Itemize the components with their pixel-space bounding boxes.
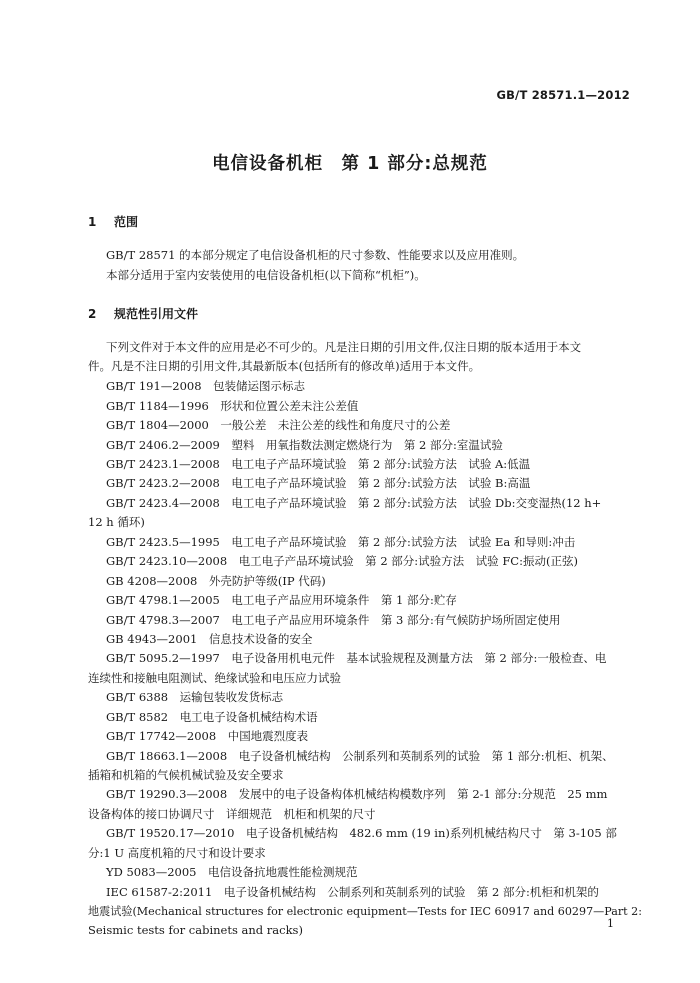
ref-item: GB/T 5095.2—1997 电子设备用机电元件 基本试验规程及测量方法 第 2 部分:一般检查、电 <box>106 651 607 665</box>
page-title: 电信设备机柜 第 1 部分:总规范 <box>212 154 488 174</box>
page-number: 1 <box>607 917 614 930</box>
ref-item: GB/T 2406.2—2009 塑料 用氧指数法测定燃烧行为 第 2 部分:室温试验 <box>106 438 503 452</box>
ref-item: GB/T 1804—2000 一般公差 未注公差的线性和角度尺寸的公差 <box>106 418 451 432</box>
ref-item-continuation: 插箱和机箱的气候机械试验及安全要求 <box>88 768 284 782</box>
ref-item-continuation: 分:1 U 高度机箱的尺寸和设计要求 <box>88 846 266 860</box>
ref-item-continuation: Seismic tests for cabinets and racks) <box>88 923 303 937</box>
section-2-title: 规范性引用文件 <box>114 307 199 321</box>
scope-line-1: GB/T 28571 的本部分规定了电信设备机柜的尺寸参数、性能要求以及应用准则。 <box>106 248 525 262</box>
ref-item-continuation: 12 h 循环) <box>88 515 145 529</box>
ref-item: IEC 61587-2:2011 电子设备机械结构 公制系列和英制系列的试验 第 2 部分:机柜和机架的 <box>106 885 599 899</box>
section-1-number: 1 <box>88 215 97 229</box>
ref-item: GB 4208—2008 外壳防护等级(IP 代码) <box>106 574 326 588</box>
section-2-heading <box>88 305 198 322</box>
ref-item: GB 4943—2001 信息技术设备的安全 <box>106 632 313 646</box>
ref-item-continuation: 地震试验(Mechanical structures for electronic equipment—Tests for IEC 60917 and 60297—Part 2: <box>88 904 642 918</box>
ref-item: GB/T 8582 电工电子设备机械结构术语 <box>106 710 318 724</box>
section-1-title: 范围 <box>114 215 139 229</box>
ref-item: GB/T 17742—2008 中国地震烈度表 <box>106 729 309 743</box>
section-2-number: 2 <box>88 307 97 321</box>
ref-item: GB/T 18663.1—2008 电子设备机械结构 公制系列和英制系列的试验 第 1 部分:机柜、机架、 <box>106 749 614 763</box>
refs-intro-line-1: 下列文件对于本文件的应用是必不可少的。凡是注日期的引用文件,仅注日期的版本适用于本文 <box>106 340 582 354</box>
ref-item-continuation: 设备构体的接口协调尺寸 详细规范 机柜和机架的尺寸 <box>88 807 376 821</box>
ref-item: GB/T 6388 运输包装收发货标志 <box>106 690 284 704</box>
refs-intro-line-2: 件。凡是不注日期的引用文件,其最新版本(包括所有的修改单)适用于本文件。 <box>88 359 481 373</box>
scope-line-2: 本部分适用于室内安装使用的电信设备机柜(以下简称“机柜”)。 <box>106 268 426 282</box>
ref-item: GB/T 4798.3—2007 电工电子产品应用环境条件 第 3 部分:有气候防护场所固定使用 <box>106 613 561 627</box>
ref-item: GB/T 191—2008 包装储运图示标志 <box>106 379 306 393</box>
ref-item: GB/T 2423.4—2008 电工电子产品环境试验 第 2 部分:试验方法 试验 Db:交变湿热(12 h+ <box>106 496 602 510</box>
ref-item: GB/T 2423.5—1995 电工电子产品环境试验 第 2 部分:试验方法 试验 Ea 和导则:冲击 <box>106 535 576 549</box>
ref-item: GB/T 2423.1—2008 电工电子产品环境试验 第 2 部分:试验方法 试验 A:低温 <box>106 457 531 471</box>
ref-item: GB/T 4798.1—2005 电工电子产品应用环境条件 第 1 部分:贮存 <box>106 593 457 607</box>
section-1-heading <box>88 213 138 230</box>
ref-item: YD 5083—2005 电信设备抗地震性能检测规范 <box>106 865 358 879</box>
standard-code: GB/T 28571.1—2012 <box>496 88 630 102</box>
ref-item: GB/T 19290.3—2008 发展中的电子设备构体机械结构模数序列 第 2-1 部分:分规范 25 mm <box>106 787 608 801</box>
ref-item: GB/T 2423.10—2008 电工电子产品环境试验 第 2 部分:试验方法 试验 FC:振动(正弦) <box>106 554 578 568</box>
ref-item: GB/T 1184—1996 形状和位置公差未注公差值 <box>106 399 359 413</box>
ref-item: GB/T 2423.2—2008 电工电子产品环境试验 第 2 部分:试验方法 试验 B:高温 <box>106 476 531 490</box>
ref-item-continuation: 连续性和接触电阻测试、绝缘试验和电压应力试验 <box>88 671 341 685</box>
ref-item: GB/T 19520.17—2010 电子设备机械结构 482.6 mm (19 in)系列机械结构尺寸 第 3-105 部 <box>106 826 617 840</box>
